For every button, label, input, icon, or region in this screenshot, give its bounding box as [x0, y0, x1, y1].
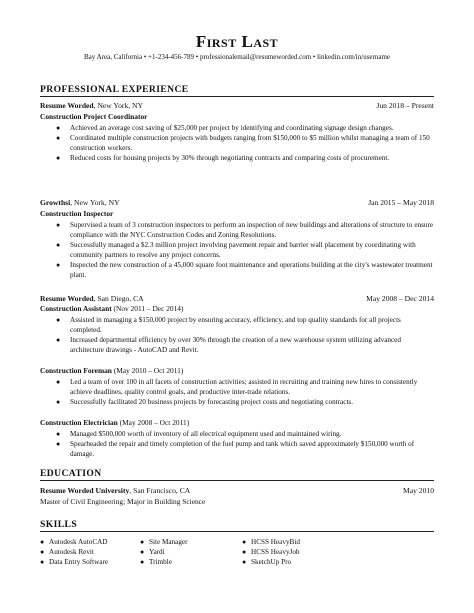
education-section-title: EDUCATION: [40, 468, 102, 479]
role-electrician-heading: Construction Electrician (May 2008 – Oct 2011): [40, 418, 190, 427]
role-assistant-bullets: [52, 315, 434, 355]
education-location: , San Francisco, CA: [129, 486, 191, 495]
list-item: ● Data Entry Software: [40, 558, 109, 567]
list-item: ● Successfully facilitated 20 business projects by forecasting project costs and negotiating contracts.: [56, 398, 354, 406]
role-foreman-bullets: [52, 377, 434, 407]
job-3-location: , San Diego, CA: [93, 294, 144, 303]
list-item: ● Increased departmental efficiency by over 30% through the creation of a new warehouse system utilizing advanced architecture drawings - AutoCAD and Revit.: [56, 336, 401, 354]
job-1-bullets: [52, 123, 434, 163]
experience-section-title: PROFESSIONAL EXPERIENCE: [40, 84, 189, 95]
job-2-company: Growthsi: [40, 198, 71, 207]
skills-column-1: [40, 537, 108, 568]
list-item: ● Successfully managed a $2.3 million project involving pavement repair and barrier wall placement by coordinating with community partners to resolve any project concerns.: [56, 241, 416, 259]
list-item: ● Spearheaded the repair and timely completion of the fuel pump and tank which saved approximately $150,000 worth of damage.: [56, 440, 415, 458]
job-2-dates: Jan 2015 – May 2018: [368, 198, 434, 207]
list-item: ● SketchUp Pro: [242, 558, 292, 567]
job-1-location: , New York, NY: [93, 101, 144, 110]
job-2-location: , New York, NY: [70, 198, 120, 207]
candidate-name: First Last: [195, 32, 279, 51]
role-foreman-heading: Construction Foreman (May 2010 – Oct 2011): [40, 366, 184, 375]
role-electrician-bullets: [52, 429, 434, 459]
skills-column-2: [140, 537, 188, 568]
list-item: ● Supervised a team of 3 construction inspectors to perform an inspection of new buildings and alterations of structure to ensure compliance with the NYC Construction Codes and Zoning Resolutions.: [56, 221, 434, 239]
experience-divider: [40, 96, 434, 97]
education-school: Resume Worded University: [40, 486, 130, 495]
list-item: ● Autodesk AutoCAD: [40, 538, 108, 546]
job-3-company: Resume Worded: [40, 294, 94, 303]
role-assistant-heading: Construction Assistant (Nov 2011 – Dec 2014): [40, 304, 184, 313]
education-degree: Master of Civil Engineering; Major in Building Science: [40, 497, 206, 506]
contact-line: Bay Area, California • +1-234-456-789 • professionalemail@resumeworded.com • linkedin.com/in/username: [83, 53, 391, 61]
job-1-company: Resume Worded: [40, 101, 94, 110]
skills-section-title: SKILLS: [40, 519, 78, 530]
skills-column-3: [242, 537, 300, 568]
list-item: ● Assisted in managing a $150,000 project by ensuring accuracy, efficiency, and top quality standards for all projects completed.: [56, 316, 401, 334]
list-item: ● HCSS HeavyBid: [242, 538, 300, 546]
list-item: ● Led a team of over 100 in all facets of construction activities; assisted in recruiting and training new hires to consistently achieve deadlines, quality control goals, and productive inter-trade relations.: [56, 378, 418, 396]
list-item: ● Managed $500,000 worth of inventory of all electrical equipment used and maintained wiring.: [56, 430, 342, 438]
skills-divider: [40, 531, 434, 532]
job-3-dates: May 2008 – Dec 2014: [366, 294, 434, 303]
education-divider: [40, 480, 434, 481]
job-1-title: Construction Project Coordinator: [40, 112, 148, 121]
list-item: ● Site Manager: [140, 538, 188, 546]
job-2-bullets: [52, 220, 434, 280]
job-1-dates: Jun 2018 – Present: [376, 101, 434, 110]
list-item: ● Coordinated multiple construction projects with budgets ranging from $150,000 to $5 million whilst managing a team of 150 construction workers.: [56, 134, 430, 152]
list-item: ● Reduced costs for housing projects by 30% through negotiating contracts and comparing costs of procurement.: [56, 154, 390, 162]
job-2-title: Construction Inspector: [40, 209, 114, 218]
education-date: May 2010: [402, 486, 434, 495]
list-item: ● Inspected the new construction of a 45,000 square foot maintenance and operations building at the city's wastewater treatment plant.: [56, 261, 433, 279]
list-item: ● Autodesk Revit: [40, 548, 94, 557]
list-item: ● HCSS HeavyJob: [242, 548, 300, 557]
list-item: ● Achieved an average cost saving of $25,000 per project by identifying and coordinating signage design changes.: [56, 124, 394, 132]
list-item: ● Trimble: [140, 558, 172, 567]
list-item: ● Yardi: [140, 548, 165, 557]
